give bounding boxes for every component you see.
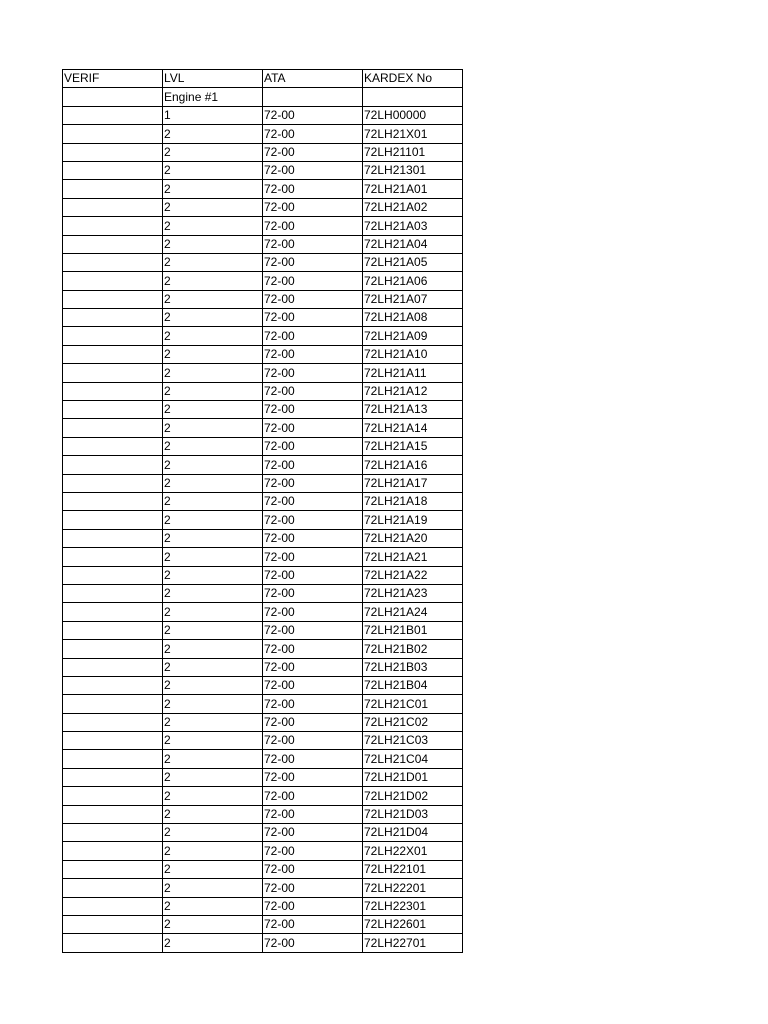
ata-cell: 72-00 <box>263 603 363 621</box>
kardex-cell: 72LH21A15 <box>363 437 463 455</box>
table-row <box>63 401 463 419</box>
lvl-cell: 2 <box>163 161 263 179</box>
kardex-cell: 72LH21A22 <box>363 566 463 584</box>
table-row <box>63 125 463 143</box>
spreadsheet-page <box>62 69 463 953</box>
ata-cell: 72-00 <box>263 143 363 161</box>
kardex-cell: 72LH21A03 <box>363 217 463 235</box>
table-row <box>63 290 463 308</box>
ata-cell: 72-00 <box>263 180 363 198</box>
lvl-cell: 2 <box>163 492 263 510</box>
table-row <box>63 161 463 179</box>
verif-cell <box>63 401 163 419</box>
ata-cell: 72-00 <box>263 640 363 658</box>
table-row <box>63 640 463 658</box>
lvl-cell: 2 <box>163 842 263 860</box>
header-verif: VERIF <box>63 70 163 88</box>
verif-cell <box>63 676 163 694</box>
lvl-cell: 2 <box>163 180 263 198</box>
lvl-cell: 2 <box>163 676 263 694</box>
lvl-cell: 2 <box>163 401 263 419</box>
table-row <box>63 860 463 878</box>
kardex-cell: 72LH21A20 <box>363 529 463 547</box>
kardex-cell: 72LH21A21 <box>363 548 463 566</box>
kardex-cell: 72LH21A09 <box>363 327 463 345</box>
table-row <box>63 934 463 952</box>
ata-cell: 72-00 <box>263 860 363 878</box>
table-row <box>63 198 463 216</box>
kardex-cell: 72LH21C03 <box>363 732 463 750</box>
kardex-cell: 72LH22X01 <box>363 842 463 860</box>
lvl-cell: 2 <box>163 235 263 253</box>
lvl-cell: 2 <box>163 456 263 474</box>
ata-cell: 72-00 <box>263 548 363 566</box>
verif-cell <box>63 750 163 768</box>
kardex-cell: 72LH21B03 <box>363 658 463 676</box>
table-row <box>63 676 463 694</box>
verif-cell <box>63 198 163 216</box>
lvl-cell: 2 <box>163 750 263 768</box>
verif-cell <box>63 235 163 253</box>
table-row <box>63 106 463 124</box>
ata-cell: 72-00 <box>263 290 363 308</box>
ata-cell: 72-00 <box>263 364 363 382</box>
verif-cell <box>63 603 163 621</box>
table-row <box>63 327 463 345</box>
lvl-cell: 2 <box>163 787 263 805</box>
ata-cell: 72-00 <box>263 161 363 179</box>
kardex-cell: 72LH22201 <box>363 879 463 897</box>
kardex-cell: 72LH21D01 <box>363 768 463 786</box>
kardex-cell: 72LH21D04 <box>363 824 463 842</box>
ata-cell: 72-00 <box>263 309 363 327</box>
lvl-cell: 2 <box>163 198 263 216</box>
ata-cell: 72-00 <box>263 658 363 676</box>
lvl-cell: 2 <box>163 382 263 400</box>
lvl-cell: 2 <box>163 879 263 897</box>
kardex-cell: 72LH22301 <box>363 897 463 915</box>
kardex-cell: 72LH21X01 <box>363 125 463 143</box>
table-body <box>63 88 463 952</box>
ata-cell: 72-00 <box>263 879 363 897</box>
kardex-cell: 72LH21B02 <box>363 640 463 658</box>
lvl-cell: 2 <box>163 732 263 750</box>
table-row <box>63 345 463 363</box>
kardex-cell: 72LH21A14 <box>363 419 463 437</box>
verif-cell <box>63 106 163 124</box>
verif-cell <box>63 787 163 805</box>
lvl-cell: 2 <box>163 603 263 621</box>
table-row <box>63 713 463 731</box>
lvl-cell: 2 <box>163 695 263 713</box>
table-row <box>63 695 463 713</box>
kardex-cell <box>363 88 463 106</box>
ata-cell: 72-00 <box>263 897 363 915</box>
table-row <box>63 805 463 823</box>
ata-cell: 72-00 <box>263 713 363 731</box>
table-row <box>63 235 463 253</box>
kardex-cell: 72LH21A05 <box>363 253 463 271</box>
verif-cell <box>63 161 163 179</box>
verif-cell <box>63 529 163 547</box>
verif-cell <box>63 640 163 658</box>
lvl-cell: 2 <box>163 529 263 547</box>
verif-cell <box>63 732 163 750</box>
ata-cell: 72-00 <box>263 621 363 639</box>
ata-cell: 72-00 <box>263 492 363 510</box>
ata-cell: 72-00 <box>263 401 363 419</box>
lvl-cell: 1 <box>163 106 263 124</box>
table-row <box>63 492 463 510</box>
lvl-cell: 2 <box>163 253 263 271</box>
kardex-cell: 72LH21A17 <box>363 474 463 492</box>
table-row <box>63 382 463 400</box>
kardex-table <box>62 69 463 953</box>
kardex-cell: 72LH21B04 <box>363 676 463 694</box>
lvl-cell: 2 <box>163 915 263 933</box>
table-row <box>63 88 463 106</box>
verif-cell <box>63 290 163 308</box>
ata-cell: 72-00 <box>263 437 363 455</box>
lvl-cell: 2 <box>163 713 263 731</box>
ata-cell: 72-00 <box>263 915 363 933</box>
table-row <box>63 272 463 290</box>
kardex-cell: 72LH21A23 <box>363 584 463 602</box>
kardex-cell: 72LH21A19 <box>363 511 463 529</box>
table-row <box>63 511 463 529</box>
kardex-cell: 72LH21C01 <box>363 695 463 713</box>
verif-cell <box>63 382 163 400</box>
ata-cell: 72-00 <box>263 382 363 400</box>
table-row <box>63 309 463 327</box>
verif-cell <box>63 511 163 529</box>
lvl-cell: 2 <box>163 437 263 455</box>
verif-cell <box>63 897 163 915</box>
table-row <box>63 787 463 805</box>
lvl-cell: 2 <box>163 511 263 529</box>
lvl-cell: 2 <box>163 345 263 363</box>
lvl-cell: 2 <box>163 217 263 235</box>
verif-cell <box>63 253 163 271</box>
table-row <box>63 143 463 161</box>
table-row <box>63 879 463 897</box>
ata-cell: 72-00 <box>263 327 363 345</box>
table-row <box>63 180 463 198</box>
kardex-cell: 72LH21C04 <box>363 750 463 768</box>
ata-cell: 72-00 <box>263 842 363 860</box>
verif-cell <box>63 492 163 510</box>
verif-cell <box>63 125 163 143</box>
kardex-cell: 72LH21A11 <box>363 364 463 382</box>
verif-cell <box>63 879 163 897</box>
table-row <box>63 548 463 566</box>
table-row <box>63 768 463 786</box>
header-ata: ATA <box>263 70 363 88</box>
table-row <box>63 456 463 474</box>
verif-cell <box>63 860 163 878</box>
kardex-cell: 72LH21D02 <box>363 787 463 805</box>
kardex-cell: 72LH21101 <box>363 143 463 161</box>
lvl-cell: 2 <box>163 805 263 823</box>
lvl-cell: 2 <box>163 548 263 566</box>
lvl-cell: 2 <box>163 309 263 327</box>
kardex-cell: 72LH21B01 <box>363 621 463 639</box>
ata-cell <box>263 88 363 106</box>
verif-cell <box>63 713 163 731</box>
table-row <box>63 419 463 437</box>
lvl-cell: 2 <box>163 640 263 658</box>
kardex-cell: 72LH21A10 <box>363 345 463 363</box>
kardex-cell: 72LH21D03 <box>363 805 463 823</box>
kardex-cell: 72LH21A02 <box>363 198 463 216</box>
verif-cell <box>63 345 163 363</box>
table-row <box>63 529 463 547</box>
kardex-cell: 72LH21A01 <box>363 180 463 198</box>
table-row <box>63 474 463 492</box>
ata-cell: 72-00 <box>263 217 363 235</box>
lvl-cell: 2 <box>163 768 263 786</box>
header-row <box>63 70 463 88</box>
ata-cell: 72-00 <box>263 456 363 474</box>
kardex-cell: 72LH21A06 <box>363 272 463 290</box>
ata-cell: 72-00 <box>263 805 363 823</box>
table-row <box>63 566 463 584</box>
lvl-cell: 2 <box>163 125 263 143</box>
verif-cell <box>63 272 163 290</box>
verif-cell <box>63 180 163 198</box>
kardex-cell: 72LH21A16 <box>363 456 463 474</box>
verif-cell <box>63 309 163 327</box>
ata-cell: 72-00 <box>263 345 363 363</box>
verif-cell <box>63 88 163 106</box>
ata-cell: 72-00 <box>263 695 363 713</box>
kardex-cell: 72LH21A13 <box>363 401 463 419</box>
table-row <box>63 824 463 842</box>
verif-cell <box>63 419 163 437</box>
header-lvl: LVL <box>163 70 263 88</box>
table-row <box>63 217 463 235</box>
ata-cell: 72-00 <box>263 106 363 124</box>
kardex-cell: 72LH21C02 <box>363 713 463 731</box>
table-row <box>63 750 463 768</box>
ata-cell: 72-00 <box>263 732 363 750</box>
ata-cell: 72-00 <box>263 253 363 271</box>
lvl-cell: 2 <box>163 290 263 308</box>
verif-cell <box>63 364 163 382</box>
ata-cell: 72-00 <box>263 824 363 842</box>
kardex-cell: 72LH21A07 <box>363 290 463 308</box>
table-row <box>63 658 463 676</box>
lvl-cell: 2 <box>163 584 263 602</box>
lvl-cell: Engine #1 <box>163 88 263 106</box>
table-row <box>63 584 463 602</box>
kardex-cell: 72LH21A08 <box>363 309 463 327</box>
table-row <box>63 842 463 860</box>
ata-cell: 72-00 <box>263 419 363 437</box>
lvl-cell: 2 <box>163 272 263 290</box>
kardex-cell: 72LH21A24 <box>363 603 463 621</box>
kardex-cell: 72LH21301 <box>363 161 463 179</box>
ata-cell: 72-00 <box>263 511 363 529</box>
verif-cell <box>63 658 163 676</box>
verif-cell <box>63 842 163 860</box>
kardex-cell: 72LH21A12 <box>363 382 463 400</box>
verif-cell <box>63 548 163 566</box>
lvl-cell: 2 <box>163 143 263 161</box>
table-row <box>63 603 463 621</box>
lvl-cell: 2 <box>163 897 263 915</box>
ata-cell: 72-00 <box>263 584 363 602</box>
verif-cell <box>63 327 163 345</box>
table-row <box>63 897 463 915</box>
ata-cell: 72-00 <box>263 750 363 768</box>
ata-cell: 72-00 <box>263 198 363 216</box>
verif-cell <box>63 824 163 842</box>
verif-cell <box>63 915 163 933</box>
kardex-cell: 72LH21A04 <box>363 235 463 253</box>
table-row <box>63 364 463 382</box>
ata-cell: 72-00 <box>263 566 363 584</box>
lvl-cell: 2 <box>163 327 263 345</box>
lvl-cell: 2 <box>163 419 263 437</box>
lvl-cell: 2 <box>163 824 263 842</box>
lvl-cell: 2 <box>163 658 263 676</box>
verif-cell <box>63 217 163 235</box>
lvl-cell: 2 <box>163 474 263 492</box>
verif-cell <box>63 584 163 602</box>
ata-cell: 72-00 <box>263 125 363 143</box>
kardex-cell: 72LH22701 <box>363 934 463 952</box>
verif-cell <box>63 934 163 952</box>
kardex-cell: 72LH22101 <box>363 860 463 878</box>
lvl-cell: 2 <box>163 364 263 382</box>
table-row <box>63 253 463 271</box>
verif-cell <box>63 437 163 455</box>
lvl-cell: 2 <box>163 621 263 639</box>
table-row <box>63 915 463 933</box>
verif-cell <box>63 621 163 639</box>
ata-cell: 72-00 <box>263 474 363 492</box>
verif-cell <box>63 695 163 713</box>
verif-cell <box>63 768 163 786</box>
kardex-cell: 72LH21A18 <box>363 492 463 510</box>
verif-cell <box>63 143 163 161</box>
ata-cell: 72-00 <box>263 787 363 805</box>
lvl-cell: 2 <box>163 934 263 952</box>
table-row <box>63 732 463 750</box>
kardex-cell: 72LH00000 <box>363 106 463 124</box>
kardex-cell: 72LH22601 <box>363 915 463 933</box>
lvl-cell: 2 <box>163 566 263 584</box>
ata-cell: 72-00 <box>263 676 363 694</box>
verif-cell <box>63 474 163 492</box>
ata-cell: 72-00 <box>263 272 363 290</box>
ata-cell: 72-00 <box>263 934 363 952</box>
header-kardex-no: KARDEX No <box>363 70 463 88</box>
lvl-cell: 2 <box>163 860 263 878</box>
ata-cell: 72-00 <box>263 768 363 786</box>
verif-cell <box>63 805 163 823</box>
ata-cell: 72-00 <box>263 235 363 253</box>
verif-cell <box>63 456 163 474</box>
table-row <box>63 621 463 639</box>
table-row <box>63 437 463 455</box>
verif-cell <box>63 566 163 584</box>
ata-cell: 72-00 <box>263 529 363 547</box>
